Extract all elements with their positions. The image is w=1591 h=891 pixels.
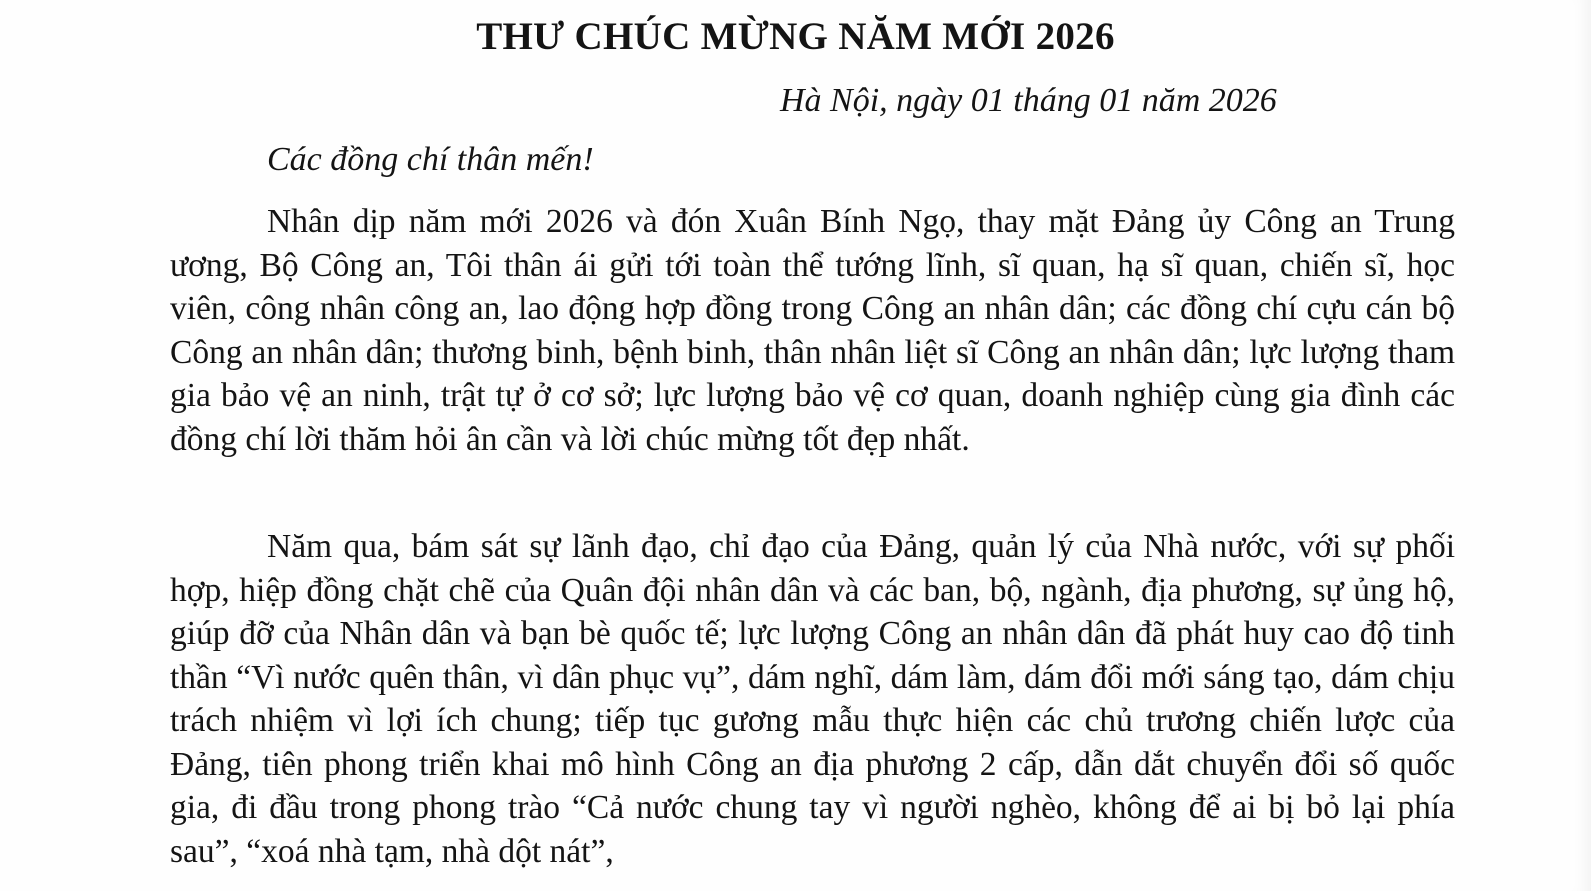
letter-paragraph-1: Nhân dịp năm mới 2026 và đón Xuân Bính Ngọ, thay mặt Đảng ủy Công an Trung ương, Bộ Công an, Tôi thân ái gửi tới toàn thể tướng lĩnh, sĩ quan, hạ sĩ quan, chiến sĩ, học viên, công nhân công an, lao động hợp đồng trong Công an nhân dân; các đồng chí cựu cán bộ Công an nhân dân; thương binh, bệnh binh, thân nhân liệt sĩ Công an nhân dân; lực lượng tham gia bảo vệ an ninh, trật tự ở cơ sở; lực lượng bảo vệ cơ quan, doanh nghiệp cùng gia đình các đồng chí lời thăm hỏi ân cần và lời chúc mừng tốt đẹp nhất. (170, 203, 1455, 458)
letter-dateline: Hà Nội, ngày 01 tháng 01 năm 2026 (780, 82, 1277, 119)
letter-paragraph-2: Năm qua, bám sát sự lãnh đạo, chỉ đạo của Đảng, quản lý của Nhà nước, với sự phối hợp, hiệp đồng chặt chẽ của Quân đội nhân dân và các ban, bộ, ngành, địa phương, sự ủng hộ, giúp đỡ của Nhân dân và bạn bè quốc tế; lực lượng Công an nhân dân đã phát huy cao độ tinh thần “Vì nước quên thân, vì dân phục vụ”, dám nghĩ, dám làm, dám đổi mới sáng tạo, dám chịu trách nhiệm vì lợi ích chung; tiếp tục gương mẫu thực hiện các chủ trương chiến lược của Đảng, tiên phong triển khai mô hình Công an địa phương 2 cấp, dẫn dắt chuyển đổi số quốc gia, đi đầu trong phong trào “Cả nước chung tay vì người nghèo, không để ai bị bỏ lại phía sau”, “xoá nhà tạm, nhà dột nát”, (170, 528, 1455, 870)
letter-salutation: Các đồng chí thân mến! (267, 141, 594, 178)
letter-title: THƯ CHÚC MỪNG NĂM MỚI 2026 (476, 15, 1115, 58)
